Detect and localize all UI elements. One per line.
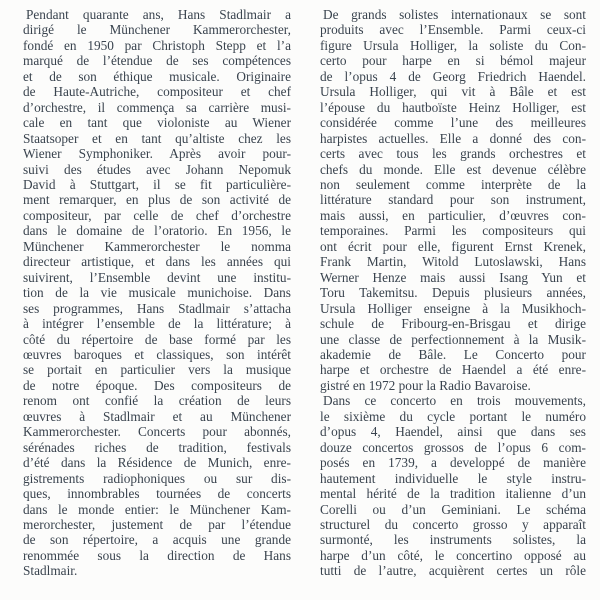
text-line: structurel du concerto grosso y apparaît bbox=[320, 516, 586, 532]
text-line: dans le domaine de l’oratorio. En 1956, le bbox=[23, 223, 291, 239]
text-line: Stadlmair. bbox=[23, 563, 78, 579]
text-line: posés en 1739, a developpé de manière bbox=[320, 455, 586, 471]
text-line: directeur artistique, et dans les années qui bbox=[23, 254, 291, 270]
text-line: Frank Martin, Witold Lutoslawski, Hans bbox=[320, 254, 586, 270]
text-line: gistré en 1972 pour la Radio Bavaroise. bbox=[320, 377, 531, 393]
text-line: David à Stuttgart, il se fit particulière- bbox=[23, 176, 291, 192]
text-line: sérénades riches de tradition, festivals bbox=[23, 439, 291, 455]
text-line: De grands solistes internationaux se sont bbox=[323, 7, 586, 22]
paragraph bbox=[320, 393, 586, 578]
text-line: Ursula Holliger enseigne à la Musikhoch- bbox=[320, 300, 586, 316]
text-line: suivirent, l’Ensemble devint une institu- bbox=[23, 269, 291, 285]
text-line: tutti de l’autre, acquièrent certes un rôle bbox=[320, 563, 586, 579]
text-line: littérature standard pour son instrument, bbox=[320, 192, 586, 208]
text-line: de l’opus 4 de Georg Friedrich Haendel. bbox=[320, 68, 586, 84]
text-line: ques, innombrables tournées de concerts bbox=[23, 486, 291, 502]
text-line: Ursula Holliger, qui vit à Bâle et est bbox=[320, 84, 586, 100]
text-line: mais aussi, en particulier, d’œuvres con- bbox=[320, 207, 586, 223]
text-line: considérée comme l’une des meilleures bbox=[320, 115, 586, 131]
text-line: harpe d’un côté, le concertino opposé au bbox=[320, 547, 586, 563]
text-line: tion de la vie musicale munichoise. Dans bbox=[23, 285, 291, 301]
text-line: harpe et orchestre de Haendel a été enre- bbox=[320, 362, 586, 378]
text-line: de Haute-Autriche, compositeur et chef bbox=[23, 84, 291, 100]
text-line: harpistes actuelles. Elle a donné des con- bbox=[320, 130, 586, 146]
text-line: non seulement comme interprète de la bbox=[320, 176, 586, 192]
text-line: Dans ce concerto en trois mouvements, bbox=[323, 393, 586, 409]
text-line: figure Ursula Holliger, la soliste du Con- bbox=[320, 37, 586, 53]
text-line: dans le monde entier: le Münchener Kam- bbox=[23, 501, 291, 517]
text-column-right bbox=[320, 7, 586, 600]
text-line: suivi des études avec Johann Nepomuk bbox=[23, 161, 291, 177]
text-line: ont écrit pour elle, figurent Ernst Krenek, bbox=[320, 238, 586, 254]
text-line: douze concertos grossos de l’opus 6 com- bbox=[320, 439, 586, 455]
text-line: d’orchestre, il commença sa carrière musi- bbox=[23, 99, 291, 115]
text-line: certo pour harpe en si bémol majeur bbox=[320, 53, 586, 69]
text-line: mental hérité de la tradition italienne d’un bbox=[320, 486, 586, 502]
text-line: ment remarquer, en plus de son activité de bbox=[23, 192, 291, 208]
text-line: compositeur, par celle de chef d’orchestre bbox=[23, 207, 291, 223]
text-line: à intégrer l’ensemble de la littérature; à bbox=[23, 316, 291, 332]
text-line: le sixième du cycle portant le numéro bbox=[320, 408, 586, 424]
text-line: temporaines. Parmi les compositeurs qui bbox=[320, 223, 586, 239]
text-line: hautement individuelle le style instru- bbox=[320, 470, 586, 486]
text-line: Münchener Kammerorchester le nomma bbox=[23, 238, 291, 254]
text-line: cale en tant que violoniste au Wiener bbox=[23, 115, 291, 131]
text-line: gistrements radiophoniques ou sur dis- bbox=[23, 470, 291, 486]
text-line: chefs du monde. Elle est devenue célèbre bbox=[320, 161, 586, 177]
text-line: fondé en 1950 par Christoph Stepp et l’a bbox=[23, 37, 291, 53]
text-line: Corelli ou d’un Geminiani. Le schéma bbox=[320, 501, 586, 517]
text-line: d’été dans la Résidence de Munich, enre- bbox=[23, 455, 291, 471]
text-line: Kammerorchester. Concerts pour abonnés, bbox=[23, 424, 291, 440]
text-line: une classe de perfectionnement à la Musik- bbox=[320, 331, 586, 347]
text-line: dirigé le Münchener Kammerorchester, bbox=[23, 22, 291, 38]
text-line: de notre époque. Des compositeurs de bbox=[23, 377, 291, 393]
text-line: Toru Takemitsu. Depuis plusieurs années, bbox=[320, 285, 586, 301]
text-line: et de son éthique musicale. Originaire bbox=[23, 68, 291, 84]
text-line: renom ont confié la création de leurs bbox=[23, 393, 291, 409]
text-line: d’opus 4, Haendel, ainsi que dans ses bbox=[320, 424, 586, 440]
text-line: produits avec l’Ensemble. Parmi ceux-ci bbox=[320, 22, 586, 38]
text-line: l’épouse du hautboïste Heinz Holliger, est bbox=[320, 99, 586, 115]
text-line: marqué de l’étendue de ses compétences bbox=[23, 53, 291, 69]
text-line: de son répertoire, a acquis une grande bbox=[23, 532, 291, 548]
text-line: schule de Fribourg-en-Brisgau et dirige bbox=[320, 316, 586, 332]
text-line: ses programmes, Hans Stadlmair s’attacha bbox=[23, 300, 291, 316]
text-line: se portait en particulier vers la musique bbox=[23, 362, 291, 378]
text-line: Staatsoper et en tant qu’altiste chez les bbox=[23, 130, 291, 146]
text-line: akademie de Bâle. Le Concerto pour bbox=[320, 346, 586, 362]
text-line: renommée sous la direction de Hans bbox=[23, 547, 291, 563]
text-line: certs avec tous les grands orchestres et bbox=[320, 146, 586, 162]
text-line: côté du répertoire de base formé par les bbox=[23, 331, 291, 347]
text-line: Wiener Symphoniker. Après avoir pour- bbox=[23, 146, 291, 162]
text-line: merorchester, justement de par l’étendue bbox=[23, 516, 291, 532]
paragraph bbox=[23, 7, 291, 579]
text-line: œuvres à Stadlmair et au Münchener bbox=[23, 408, 291, 424]
text-line: surmonté, les instruments solistes, la bbox=[320, 532, 586, 548]
paragraph bbox=[320, 7, 586, 393]
text-line: œuvres baroques et classiques, son intérêt bbox=[23, 346, 291, 362]
text-line: Pendant quarante ans, Hans Stadlmair a bbox=[26, 7, 291, 22]
text-line: Werner Henze mais aussi Isang Yun et bbox=[320, 269, 586, 285]
text-column-left bbox=[23, 7, 291, 600]
